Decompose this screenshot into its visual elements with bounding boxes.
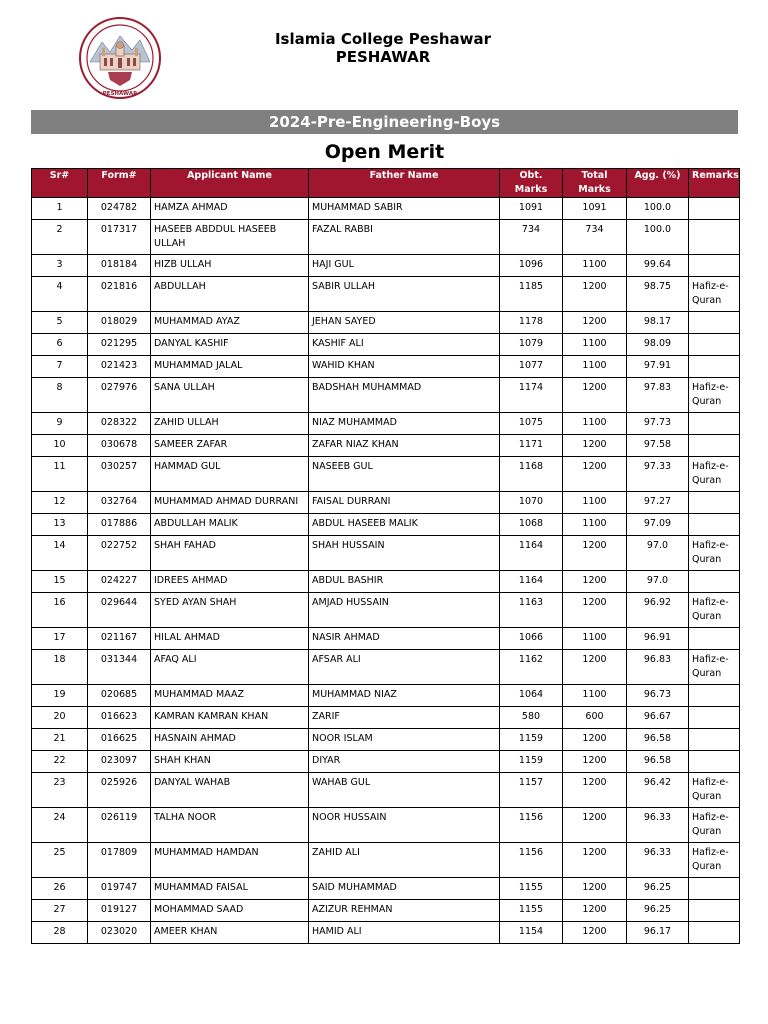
cell-obt-marks: 1154	[500, 922, 563, 944]
cell-applicant-name: MUHAMMAD MAAZ	[151, 685, 309, 707]
cell-total-marks: 1200	[563, 277, 627, 312]
cell-total-marks: 1091	[563, 198, 627, 220]
table-row	[32, 593, 740, 628]
cell-sr: 5	[32, 312, 88, 334]
cell-remarks: Hafiz-e-Quran	[689, 650, 740, 685]
cell-applicant-name: HASEEB ABDDUL HASEEB ULLAH	[151, 220, 309, 255]
table-row	[32, 707, 740, 729]
cell-remarks	[689, 492, 740, 514]
cell-total-marks: 1200	[563, 378, 627, 413]
table-row	[32, 628, 740, 650]
cell-sr: 6	[32, 334, 88, 356]
cell-applicant-name: IDREES AHMAD	[151, 571, 309, 593]
cell-applicant-name: AMEER KHAN	[151, 922, 309, 944]
cell-total-marks: 1100	[563, 514, 627, 536]
cell-father-name: HAJI GUL	[309, 255, 500, 277]
cell-aggregate: 100.0	[627, 198, 689, 220]
cell-remarks: Hafiz-e-Quran	[689, 536, 740, 571]
cell-sr: 16	[32, 593, 88, 628]
cell-total-marks: 1200	[563, 878, 627, 900]
cell-applicant-name: MOHAMMAD SAAD	[151, 900, 309, 922]
cell-aggregate: 96.58	[627, 729, 689, 751]
cell-sr: 23	[32, 773, 88, 808]
cell-obt-marks: 734	[500, 220, 563, 255]
cell-form: 019127	[88, 900, 151, 922]
cell-applicant-name: DANYAL WAHAB	[151, 773, 309, 808]
cell-obt-marks: 1079	[500, 334, 563, 356]
cell-remarks	[689, 685, 740, 707]
table-row	[32, 773, 740, 808]
cell-obt-marks: 1064	[500, 685, 563, 707]
cell-obt-marks: 1156	[500, 843, 563, 878]
table-row	[32, 571, 740, 593]
merit-list-title: Open Merit	[324, 141, 445, 163]
cell-total-marks: 1100	[563, 334, 627, 356]
cell-applicant-name: ABDULLAH	[151, 277, 309, 312]
table-row	[32, 277, 740, 312]
cell-remarks: Hafiz-e-Quran	[689, 773, 740, 808]
cell-applicant-name: TALHA NOOR	[151, 808, 309, 843]
table-row	[32, 808, 740, 843]
cell-aggregate: 97.0	[627, 536, 689, 571]
cell-form: 023097	[88, 751, 151, 773]
column-header-form: Form#	[88, 169, 151, 198]
cell-applicant-name: SANA ULLAH	[151, 378, 309, 413]
cell-form: 026119	[88, 808, 151, 843]
cell-remarks	[689, 435, 740, 457]
cell-total-marks: 1200	[563, 536, 627, 571]
cell-father-name: WAHAB GUL	[309, 773, 500, 808]
cell-aggregate: 97.33	[627, 457, 689, 492]
cell-obt-marks: 1159	[500, 729, 563, 751]
cell-remarks	[689, 198, 740, 220]
cell-applicant-name: ZAHID ULLAH	[151, 413, 309, 435]
cell-total-marks: 1200	[563, 571, 627, 593]
cell-father-name: NASIR AHMAD	[309, 628, 500, 650]
cell-applicant-name: SYED AYAN SHAH	[151, 593, 309, 628]
column-header-obt-marks: Obt. Marks	[500, 169, 563, 198]
cell-applicant-name: KAMRAN KAMRAN KHAN	[151, 707, 309, 729]
cell-sr: 25	[32, 843, 88, 878]
cell-sr: 12	[32, 492, 88, 514]
cell-obt-marks: 1171	[500, 435, 563, 457]
college-city: PESHAWAR	[335, 48, 431, 66]
cell-aggregate: 97.73	[627, 413, 689, 435]
cell-obt-marks: 1068	[500, 514, 563, 536]
cell-total-marks: 1200	[563, 457, 627, 492]
cell-father-name: AMJAD HUSSAIN	[309, 593, 500, 628]
cell-aggregate: 96.42	[627, 773, 689, 808]
column-header-sr: Sr#	[32, 169, 88, 198]
cell-remarks: Hafiz-e-Quran	[689, 808, 740, 843]
table-row	[32, 843, 740, 878]
cell-obt-marks: 1185	[500, 277, 563, 312]
cell-obt-marks: 1066	[500, 628, 563, 650]
cell-form: 024227	[88, 571, 151, 593]
cell-father-name: SHAH HUSSAIN	[309, 536, 500, 571]
cell-applicant-name: HASNAIN AHMAD	[151, 729, 309, 751]
cell-obt-marks: 1096	[500, 255, 563, 277]
cell-applicant-name: SHAH KHAN	[151, 751, 309, 773]
cell-form: 018184	[88, 255, 151, 277]
cell-obt-marks: 1075	[500, 413, 563, 435]
cell-obt-marks: 1164	[500, 536, 563, 571]
cell-sr: 21	[32, 729, 88, 751]
column-header-applicant-name: Applicant Name	[151, 169, 309, 198]
cell-applicant-name: MUHAMMAD FAISAL	[151, 878, 309, 900]
cell-aggregate: 97.58	[627, 435, 689, 457]
cell-aggregate: 96.91	[627, 628, 689, 650]
cell-aggregate: 97.27	[627, 492, 689, 514]
column-header-remarks: Remarks	[689, 169, 740, 198]
cell-sr: 3	[32, 255, 88, 277]
cell-father-name: ZAFAR NIAZ KHAN	[309, 435, 500, 457]
cell-form: 021167	[88, 628, 151, 650]
table-row	[32, 312, 740, 334]
cell-aggregate: 96.67	[627, 707, 689, 729]
cell-father-name: SABIR ULLAH	[309, 277, 500, 312]
cell-obt-marks: 1164	[500, 571, 563, 593]
cell-father-name: DIYAR	[309, 751, 500, 773]
cell-total-marks: 1100	[563, 628, 627, 650]
table-row	[32, 413, 740, 435]
cell-obt-marks: 1178	[500, 312, 563, 334]
column-header-father-name: Father Name	[309, 169, 500, 198]
cell-remarks	[689, 628, 740, 650]
cell-obt-marks: 1174	[500, 378, 563, 413]
merit-table	[31, 168, 740, 944]
cell-sr: 24	[32, 808, 88, 843]
cell-applicant-name: MUHAMMAD HAMDAN	[151, 843, 309, 878]
cell-sr: 1	[32, 198, 88, 220]
cell-applicant-name: HAMMAD GUL	[151, 457, 309, 492]
cell-form: 023020	[88, 922, 151, 944]
cell-father-name: NOOR ISLAM	[309, 729, 500, 751]
cell-father-name: MUHAMMAD SABIR	[309, 198, 500, 220]
cell-father-name: JEHAN SAYED	[309, 312, 500, 334]
cell-aggregate: 96.92	[627, 593, 689, 628]
cell-sr: 28	[32, 922, 88, 944]
cell-obt-marks: 1070	[500, 492, 563, 514]
cell-father-name: SAID MUHAMMAD	[309, 878, 500, 900]
cell-aggregate: 96.83	[627, 650, 689, 685]
cell-obt-marks: 1156	[500, 808, 563, 843]
table-row	[32, 457, 740, 492]
cell-obt-marks: 1091	[500, 198, 563, 220]
cell-sr: 11	[32, 457, 88, 492]
cell-applicant-name: AFAQ ALI	[151, 650, 309, 685]
cell-remarks	[689, 413, 740, 435]
cell-aggregate: 98.75	[627, 277, 689, 312]
cell-form: 029644	[88, 593, 151, 628]
cell-applicant-name: DANYAL KASHIF	[151, 334, 309, 356]
cell-remarks	[689, 707, 740, 729]
cell-sr: 8	[32, 378, 88, 413]
table-row	[32, 878, 740, 900]
cell-sr: 2	[32, 220, 88, 255]
cell-total-marks: 1100	[563, 685, 627, 707]
cell-sr: 4	[32, 277, 88, 312]
column-header-aggregate: Agg. (%)	[627, 169, 689, 198]
cell-father-name: NOOR HUSSAIN	[309, 808, 500, 843]
cell-obt-marks: 1162	[500, 650, 563, 685]
cell-applicant-name: ABDULLAH MALIK	[151, 514, 309, 536]
cell-father-name: FAISAL DURRANI	[309, 492, 500, 514]
cell-sr: 9	[32, 413, 88, 435]
cell-remarks	[689, 571, 740, 593]
cell-remarks: Hafiz-e-Quran	[689, 378, 740, 413]
table-row	[32, 255, 740, 277]
table-row	[32, 435, 740, 457]
cell-form: 030678	[88, 435, 151, 457]
svg-text:PESHAWAR: PESHAWAR	[102, 91, 138, 97]
cell-form: 024782	[88, 198, 151, 220]
cell-applicant-name: MUHAMMAD AYAZ	[151, 312, 309, 334]
cell-total-marks: 1200	[563, 773, 627, 808]
cell-remarks	[689, 334, 740, 356]
cell-remarks	[689, 751, 740, 773]
cell-aggregate: 99.64	[627, 255, 689, 277]
cell-form: 021295	[88, 334, 151, 356]
cell-aggregate: 97.0	[627, 571, 689, 593]
cell-remarks	[689, 356, 740, 378]
cell-remarks	[689, 878, 740, 900]
cell-form: 027976	[88, 378, 151, 413]
program-banner: 2024-Pre-Engineering-Boys	[31, 110, 738, 134]
cell-aggregate: 96.58	[627, 751, 689, 773]
cell-father-name: WAHID KHAN	[309, 356, 500, 378]
cell-form: 017317	[88, 220, 151, 255]
cell-father-name: BADSHAH MUHAMMAD	[309, 378, 500, 413]
cell-sr: 26	[32, 878, 88, 900]
table-row	[32, 514, 740, 536]
cell-applicant-name: MUHAMMAD JALAL	[151, 356, 309, 378]
cell-aggregate: 97.09	[627, 514, 689, 536]
cell-obt-marks: 1077	[500, 356, 563, 378]
cell-total-marks: 1100	[563, 356, 627, 378]
table-row	[32, 922, 740, 944]
cell-father-name: ABDUL BASHIR	[309, 571, 500, 593]
cell-father-name: MUHAMMAD NIAZ	[309, 685, 500, 707]
cell-total-marks: 1200	[563, 312, 627, 334]
cell-remarks: Hafiz-e-Quran	[689, 843, 740, 878]
cell-form: 021423	[88, 356, 151, 378]
cell-aggregate: 96.33	[627, 808, 689, 843]
cell-sr: 14	[32, 536, 88, 571]
cell-father-name: AZIZUR REHMAN	[309, 900, 500, 922]
cell-obt-marks: 1168	[500, 457, 563, 492]
cell-obt-marks: 1157	[500, 773, 563, 808]
cell-remarks	[689, 922, 740, 944]
cell-father-name: ZARIF	[309, 707, 500, 729]
cell-remarks	[689, 312, 740, 334]
cell-aggregate: 96.17	[627, 922, 689, 944]
cell-total-marks: 1100	[563, 492, 627, 514]
cell-sr: 22	[32, 751, 88, 773]
cell-aggregate: 97.83	[627, 378, 689, 413]
cell-total-marks: 1200	[563, 593, 627, 628]
cell-total-marks: 1200	[563, 729, 627, 751]
cell-form: 017886	[88, 514, 151, 536]
cell-sr: 17	[32, 628, 88, 650]
cell-sr: 7	[32, 356, 88, 378]
cell-form: 031344	[88, 650, 151, 685]
cell-obt-marks: 1155	[500, 878, 563, 900]
cell-total-marks: 1200	[563, 751, 627, 773]
cell-aggregate: 98.17	[627, 312, 689, 334]
cell-remarks: Hafiz-e-Quran	[689, 593, 740, 628]
cell-form: 020685	[88, 685, 151, 707]
cell-father-name: ZAHID ALI	[309, 843, 500, 878]
cell-obt-marks: 580	[500, 707, 563, 729]
cell-obt-marks: 1159	[500, 751, 563, 773]
table-row	[32, 220, 740, 255]
cell-aggregate: 100.0	[627, 220, 689, 255]
table-row	[32, 751, 740, 773]
cell-form: 022752	[88, 536, 151, 571]
cell-form: 021816	[88, 277, 151, 312]
table-row	[32, 536, 740, 571]
cell-remarks: Hafiz-e-Quran	[689, 277, 740, 312]
cell-remarks	[689, 220, 740, 255]
cell-sr: 19	[32, 685, 88, 707]
cell-applicant-name: MUHAMMAD AHMAD DURRANI	[151, 492, 309, 514]
cell-total-marks: 734	[563, 220, 627, 255]
cell-form: 016623	[88, 707, 151, 729]
cell-obt-marks: 1155	[500, 900, 563, 922]
cell-form: 032764	[88, 492, 151, 514]
table-row	[32, 378, 740, 413]
cell-aggregate: 97.91	[627, 356, 689, 378]
cell-aggregate: 98.09	[627, 334, 689, 356]
table-row	[32, 198, 740, 220]
cell-father-name: ABDUL HASEEB MALIK	[309, 514, 500, 536]
cell-remarks: Hafiz-e-Quran	[689, 457, 740, 492]
cell-applicant-name: SHAH FAHAD	[151, 536, 309, 571]
table-row	[32, 729, 740, 751]
cell-applicant-name: HIZB ULLAH	[151, 255, 309, 277]
cell-aggregate: 96.25	[627, 900, 689, 922]
cell-applicant-name: HAMZA AHMAD	[151, 198, 309, 220]
college-logo	[78, 16, 162, 100]
table-row	[32, 334, 740, 356]
cell-total-marks: 600	[563, 707, 627, 729]
cell-total-marks: 1100	[563, 255, 627, 277]
cell-aggregate: 96.33	[627, 843, 689, 878]
cell-sr: 20	[32, 707, 88, 729]
cell-father-name: AFSAR ALI	[309, 650, 500, 685]
cell-form: 017809	[88, 843, 151, 878]
cell-total-marks: 1200	[563, 900, 627, 922]
cell-aggregate: 96.73	[627, 685, 689, 707]
cell-remarks	[689, 514, 740, 536]
table-body	[32, 198, 740, 944]
table-row	[32, 685, 740, 707]
cell-father-name: NASEEB GUL	[309, 457, 500, 492]
cell-remarks	[689, 729, 740, 751]
column-header-total-marks: Total Marks	[563, 169, 627, 198]
table-row	[32, 356, 740, 378]
cell-form: 018029	[88, 312, 151, 334]
cell-total-marks: 1100	[563, 413, 627, 435]
cell-remarks	[689, 900, 740, 922]
table-row	[32, 492, 740, 514]
cell-sr: 10	[32, 435, 88, 457]
cell-sr: 15	[32, 571, 88, 593]
cell-remarks	[689, 255, 740, 277]
table-header-row	[32, 169, 740, 198]
cell-sr: 18	[32, 650, 88, 685]
cell-form: 025926	[88, 773, 151, 808]
cell-father-name: FAZAL RABBI	[309, 220, 500, 255]
cell-applicant-name: HILAL AHMAD	[151, 628, 309, 650]
cell-father-name: NIAZ MUHAMMAD	[309, 413, 500, 435]
cell-form: 030257	[88, 457, 151, 492]
cell-form: 016625	[88, 729, 151, 751]
cell-applicant-name: SAMEER ZAFAR	[151, 435, 309, 457]
cell-obt-marks: 1163	[500, 593, 563, 628]
cell-father-name: KASHIF ALI	[309, 334, 500, 356]
college-name: Islamia College Peshawar	[274, 30, 492, 48]
cell-sr: 27	[32, 900, 88, 922]
table-row	[32, 900, 740, 922]
cell-total-marks: 1200	[563, 843, 627, 878]
cell-sr: 13	[32, 514, 88, 536]
cell-total-marks: 1200	[563, 435, 627, 457]
table-row	[32, 650, 740, 685]
cell-total-marks: 1200	[563, 808, 627, 843]
cell-father-name: HAMID ALI	[309, 922, 500, 944]
cell-form: 028322	[88, 413, 151, 435]
cell-aggregate: 96.25	[627, 878, 689, 900]
cell-total-marks: 1200	[563, 922, 627, 944]
cell-form: 019747	[88, 878, 151, 900]
cell-total-marks: 1200	[563, 650, 627, 685]
